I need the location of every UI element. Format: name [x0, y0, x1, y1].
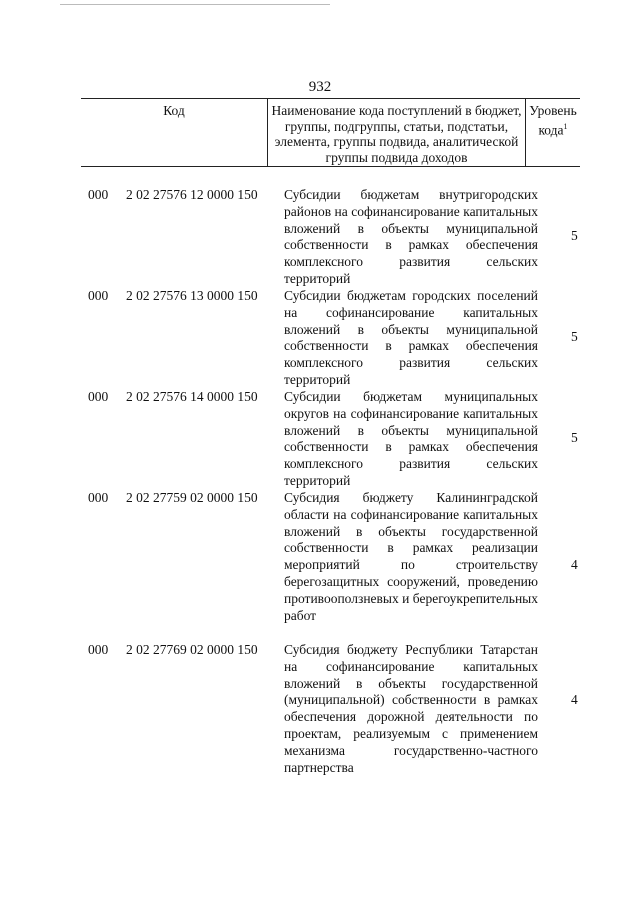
- header-level-label: Уровень кода: [529, 103, 577, 137]
- page-number: 932: [308, 79, 332, 95]
- admin-code: 000: [88, 642, 109, 657]
- admin-code: 000: [88, 389, 109, 404]
- table-header: [81, 98, 580, 167]
- code-level: 5: [571, 228, 578, 243]
- revenue-code: 2 02 27769 02 0000 150: [126, 642, 258, 657]
- table-body: [0, 187, 640, 777]
- table-row: [0, 490, 640, 642]
- code-level: 4: [571, 692, 578, 707]
- admin-code: 000: [88, 490, 109, 505]
- table-row: [0, 187, 640, 288]
- table-row: [0, 642, 640, 777]
- code-level: 5: [571, 329, 578, 344]
- revenue-code: 2 02 27576 14 0000 150: [126, 389, 258, 404]
- table-row: [0, 288, 640, 389]
- revenue-name: Субсидия бюджету Республики Татарстан на софинансирование капитальных вложений в объекты государственной (муниципальной) собственности в рамках обеспечения дорожной деятельности по проектам, реализуемым с применением механизма государственно-частного партнерства: [284, 642, 538, 775]
- revenue-code: 2 02 27576 13 0000 150: [126, 288, 258, 303]
- code-level: 4: [571, 557, 578, 572]
- code-level: 5: [571, 430, 578, 445]
- revenue-name: Субсидии бюджетам городских поселений на софинансирование капитальных вложений в объекты муниципальной собственности в рамках обеспечения комплексного развития сельских территорий: [284, 288, 538, 387]
- header-name: Наименование кода поступлений в бюджет, группы, подгруппы, статьи, подстатьи, элемента, группы подвида, аналитической группы подвида доходов: [268, 99, 526, 166]
- admin-code: 000: [88, 288, 109, 303]
- revenue-name: Субсидии бюджетам внутригородских районов на софинансирование капитальных вложений в объекты муниципальной собственности в рамках обеспечения комплексного развития сельских территорий: [284, 187, 538, 286]
- scan-edge-line: [60, 4, 330, 5]
- header-code: Код: [81, 99, 268, 166]
- revenue-code: 2 02 27759 02 0000 150: [126, 490, 258, 505]
- footnote-marker: 1: [563, 121, 568, 131]
- table-row: [0, 389, 640, 490]
- revenue-code: 2 02 27576 12 0000 150: [126, 187, 258, 202]
- header-level: [526, 99, 580, 166]
- revenue-name: Субсидии бюджетам муниципальных округов на софинансирование капитальных вложений в объекты муниципальной собственности в рамках обеспечения комплексного развития сельских территорий: [284, 389, 538, 488]
- revenue-name: Субсидия бюджету Калининградской области на софинансирование капитальных вложений в объекты государственной собственности в рамках реализации мероприятий по строительству берегозащитных сооружений, проведению противооползневых и берегоукрепительных работ: [284, 490, 538, 623]
- admin-code: 000: [88, 187, 109, 202]
